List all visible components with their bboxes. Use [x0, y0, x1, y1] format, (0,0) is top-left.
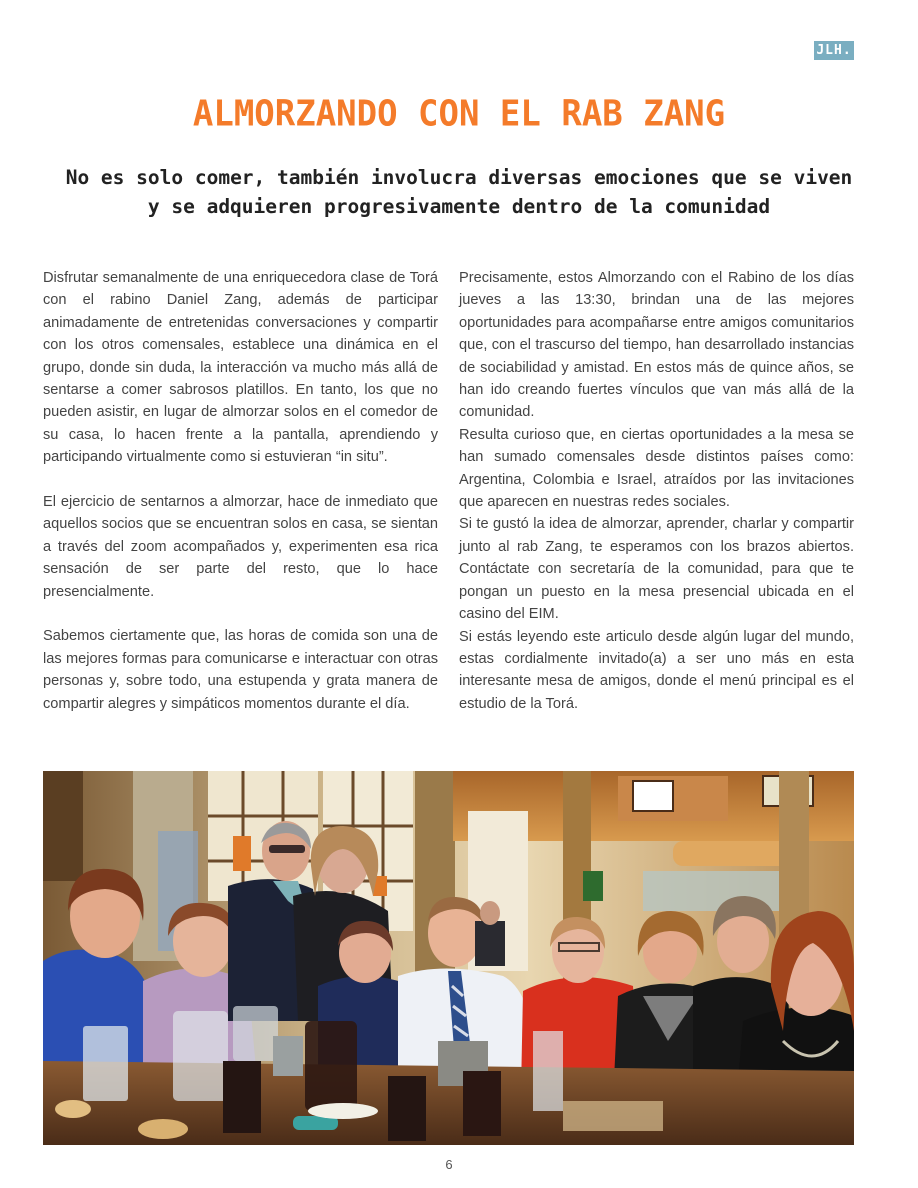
water-pitcher [173, 1011, 228, 1101]
paragraph: Si estás leyendo este articulo desde algún lugar del mundo, estas cordialmente invitado(a) a ser uno más en esta interesante mesa de amigos, donde el menú principal es el estudio de la Torá. [459, 628, 854, 712]
right-column [459, 267, 854, 715]
placemat [563, 1101, 663, 1131]
paragraph: Precisamente, estos Almorzando con el Rabino de los días jueves a las 13:30, brindan una de las mejores oportunidades para acompañarse entre amigos comunitarios que, con el trascurso del tiempo, han desarrollado instancias de sociabilidad y amistad. En estos más de quince años, se han ido creando fuertes vínculos que van más allá de la comunidad. [459, 270, 854, 421]
paragraph: El ejercicio de sentarnos a almorzar, hace de inmediato que aquellos socios que se encuentran solos en casa, se sientan a través del zoom acompañados y, experimenten esa rica sensación de ser parte del resto, que lo hace presencialmente. [43, 494, 438, 600]
paragraph: Sabemos ciertamente que, las horas de comida son una de las mejores formas para comunicarse e interactuar con otras personas y, sobre todo, una estupenda y grata manera de compartir alegres y simpáticos momentos durante el día. [43, 628, 438, 712]
soda-glass [223, 1061, 261, 1133]
paragraph: Resulta curioso que, en ciertas oportunidades a la mesa se han sumado comensales desde distintos países como: Argentina, Colombia e Israel, atraídos por las invitaciones que aparecen en nuestras redes sociales. [459, 426, 854, 511]
ceiling-lamp [673, 841, 793, 866]
bread [138, 1119, 188, 1139]
page-number: 6 [445, 1157, 453, 1172]
article-title: ALMORZANDO CON EL RAB ZANG [192, 93, 726, 135]
paragraph: Disfrutar semanalmente de una enriquecedora clase de Torá con el rabino Daniel Zang, además de participar animadamente de entretenidas conversaciones y compartir con los otros comensales, establece una dinámica en el grupo, donde sin duda, la interacción va mucho más allá de sentarse a comer sabrosos platillos. En tanto, los que no pueden asistir, en lugar de almorzar solos en el comedor de su casa, lo hacen frente a la pantalla, aprendiendo y participando virtualmente como si estuvieran “in situ”. [43, 270, 438, 466]
group-photo [43, 771, 854, 1145]
soda-pitcher [305, 1021, 357, 1111]
paragraph: Si te gustó la idea de almorzar, aprender, charlar y compartir junto al rab Zang, te esperamos con los brazos abiertos. Contáctate con secretaría de la comunidad, para que te pongan un puesto en la mesa presencial ubicada en el casino del EIM. [459, 516, 854, 623]
napkin-holder [273, 1036, 303, 1076]
article-subtitle: No es solo comer, también involucra diversas emociones que se viven y se adquieren progresivamente dentro de la comunidad [65, 166, 853, 218]
left-column [43, 267, 438, 715]
group-photo-illustration [43, 771, 854, 1145]
water-pitcher [233, 1006, 278, 1061]
lamp [233, 836, 251, 871]
soda-glass [463, 1071, 501, 1136]
plate [308, 1103, 378, 1119]
bread [55, 1100, 91, 1118]
soda-glass [388, 1076, 426, 1141]
publication-tag: JLH. [814, 41, 854, 60]
